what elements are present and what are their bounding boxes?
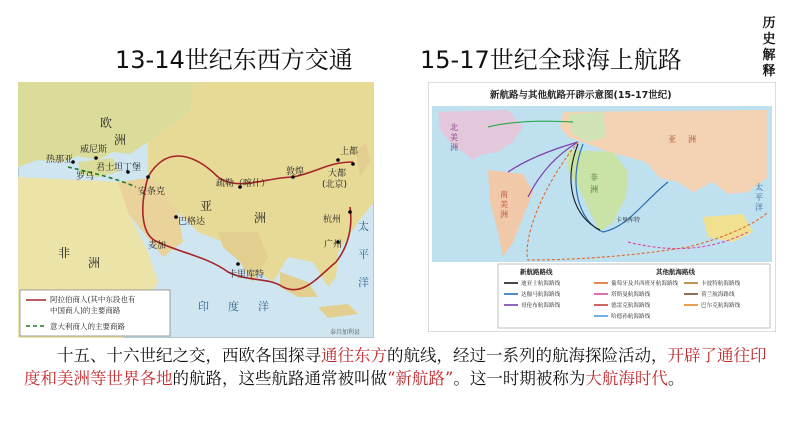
legend-text: 塔斯曼航海路线 (611, 292, 651, 298)
right-map-title: 15-17世纪全球海上航路 (420, 46, 682, 74)
city-label: 杭州 (323, 215, 342, 225)
side-tag-char: 历 (762, 16, 776, 31)
region-label: 亚 (668, 135, 676, 144)
legend-header: 其他航海路线 (656, 268, 695, 276)
legend-text: 巴尔克航海路线 (701, 303, 741, 309)
highlight-text: “新航路” (387, 369, 454, 388)
paragraph-text: 的航路，这些航路通常被叫做 (172, 369, 387, 388)
ocean-label: 平 (358, 248, 369, 261)
legend-text: 阿拉伯商人(其中东段也有 (50, 295, 136, 304)
city-label: 卡里库特 (616, 217, 641, 224)
city-marker (351, 162, 355, 166)
map-stamp: 泰昌加利县 (330, 329, 361, 336)
city-label: 敦煌 (286, 167, 305, 177)
city-label: (北京) (322, 180, 348, 190)
highlight-text: 开辟了通往印度和美洲等世界各地 (24, 346, 767, 388)
legend-text: 德雷克航海路线 (611, 303, 651, 309)
region-label: 美 (500, 200, 508, 209)
city-label: 威尼斯 (80, 145, 108, 155)
city-label: 大都 (328, 169, 347, 179)
map2-title: 新航路与其他航路开辟示意图(15-17世纪) (490, 90, 672, 101)
ocean-label: 度 (228, 300, 239, 313)
region-label: 洲 (88, 256, 101, 270)
ocean-label: 洋 (358, 276, 369, 289)
legend-text: 哈德孙航海路线 (611, 314, 651, 320)
ocean-label: 太 (358, 220, 369, 233)
new-sea-routes-map (428, 82, 776, 332)
region-label: 南 (500, 190, 508, 199)
highlight-text: 大航海时代 (585, 369, 668, 388)
region-label: 美 (450, 133, 458, 142)
explanatory-paragraph (24, 344, 772, 390)
ocean-label: 印 (198, 300, 209, 313)
ocean-label: 太 (755, 183, 763, 192)
city-label: 上都 (340, 147, 359, 157)
region-label: 洲 (590, 185, 598, 194)
city-marker (146, 175, 150, 179)
city-label: 君士坦丁堡 (96, 163, 142, 173)
legend-text: 葡萄牙及其西班牙航海路线 (611, 281, 679, 287)
highlight-text: 通往东方 (321, 346, 387, 365)
legend-text: 哥伦布航海路线 (521, 303, 561, 309)
ocean-label: 洋 (258, 300, 269, 313)
paragraph-text: 。这一时期被称为 (453, 369, 586, 388)
side-tag-char: 史 (762, 32, 776, 47)
city-label: 热那亚 (46, 155, 74, 165)
region-label: 洲 (688, 135, 696, 144)
city-label: 麦加 (148, 241, 167, 251)
city-marker (336, 158, 340, 162)
ocean-label: 平 (755, 193, 763, 202)
legend-text: 达伽马航海路线 (521, 292, 561, 298)
city-marker (348, 210, 352, 214)
legend-text: 迪亚士航海路线 (521, 281, 561, 287)
legend-text: 中国商人)的主要商路 (50, 306, 121, 315)
region-label: 亚 (200, 199, 213, 213)
region-label: 洲 (500, 210, 508, 219)
city-label: 广州 (324, 240, 343, 250)
legend-header: 新航路路线 (520, 268, 553, 276)
city-label: 疏勒（喀什） (216, 179, 271, 189)
city-label: 安条克 (138, 187, 166, 197)
region-label: 非 (590, 173, 598, 182)
region-label: 洲 (114, 133, 127, 147)
region-label: 非 (58, 246, 71, 260)
region-label: 北 (450, 123, 458, 132)
legend-text: 荷兰航海路线 (701, 292, 735, 298)
paragraph-text: 。 (667, 369, 685, 388)
paragraph-text: 十五、十六世纪之交，西欧各国探寻 (57, 346, 321, 365)
city-label: 卡里库特 (228, 270, 265, 280)
side-tag-char: 解 (762, 48, 776, 63)
region-label: 洲 (450, 143, 458, 152)
side-tag (762, 16, 776, 80)
paragraph-text: 的航线，经过一系列的航海探险活动， (387, 346, 668, 365)
region-label: 欧 (100, 116, 113, 130)
legend-text: 卡波特航海路线 (701, 281, 741, 287)
city-marker (236, 262, 240, 266)
ocean-label: 洋 (755, 203, 763, 212)
left-map-title: 13-14世纪东西方交通 (115, 46, 353, 74)
city-marker (94, 156, 98, 160)
region-label: 洲 (254, 211, 267, 225)
side-tag-char: 释 (762, 64, 776, 79)
city-label: 巴格达 (178, 217, 206, 227)
city-label: 罗马 (76, 172, 95, 182)
legend-text: 意大利商人的主要商路 (50, 322, 125, 331)
east-west-trade-map (18, 82, 374, 338)
